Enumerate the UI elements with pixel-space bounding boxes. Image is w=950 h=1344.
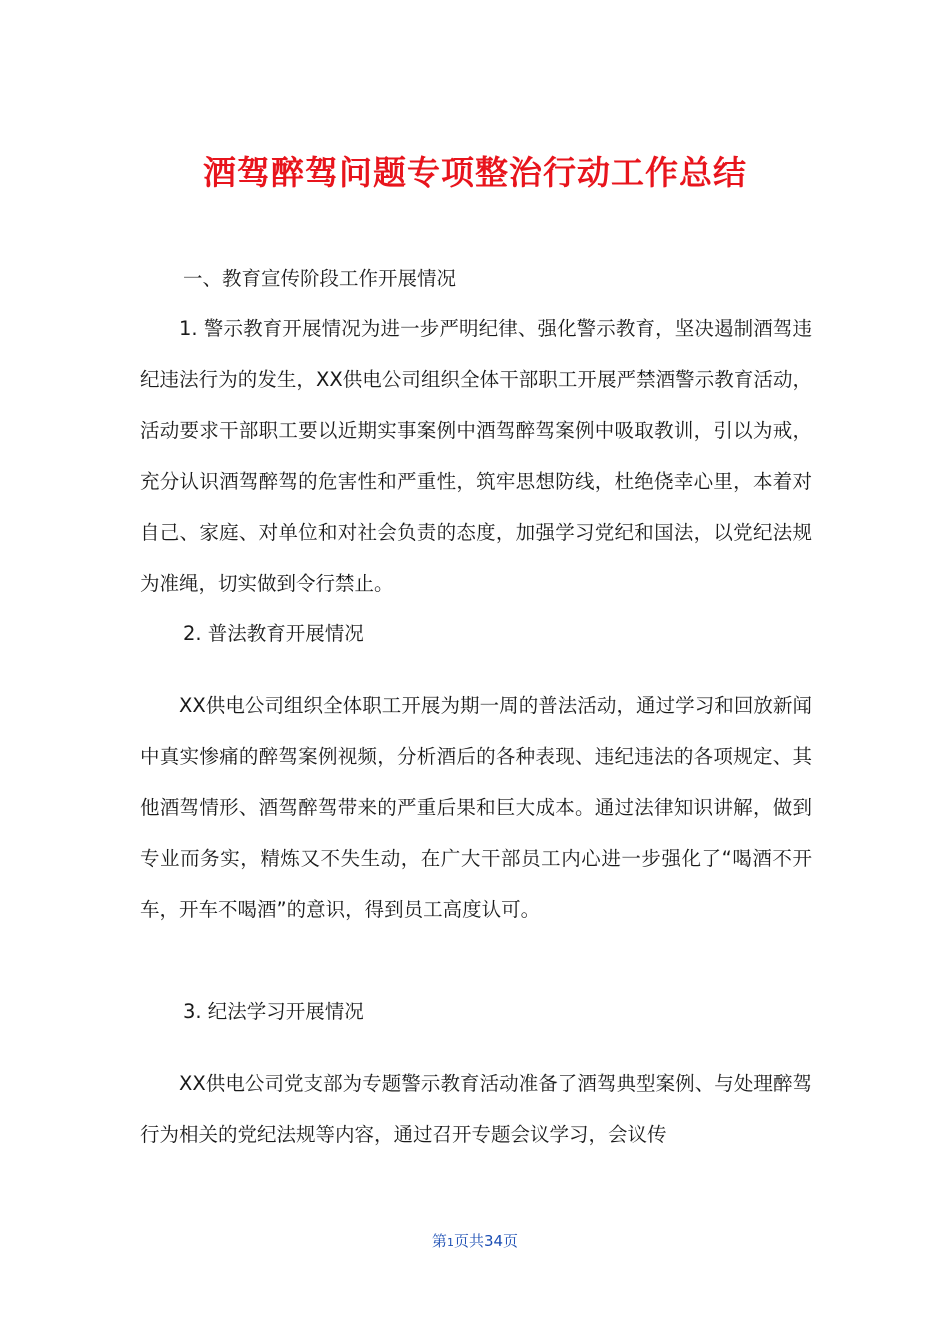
paragraph-item-3: XX供电公司党支部为专题警示教育活动准备了酒驾典型案例、与处理醉驾行为相关的党纪法规等内容，通过召开专题会议学习，会议传	[140, 1072, 812, 1146]
page-footer	[0, 1230, 950, 1254]
footer-page-number: 1	[446, 1236, 454, 1249]
document-title: 酒驾醉驾问题专项整治行动工作总结	[203, 153, 747, 193]
item-heading-2: 2. 普法教育开展情况	[183, 622, 364, 645]
footer-prefix: 第	[431, 1232, 447, 1250]
section-heading-1: 一、教育宣传阶段工作开展情况	[183, 267, 457, 290]
paragraph-item-2: XX供电公司组织全体职工开展为期一周的普法活动，通过学习和回放新闻中真实惨痛的醉驾案例视频，分析酒后的各种表现、违纪违法的各项规定、其他酒驾情形、酒驾醉驾带来的严重后果和巨大成本。通过法律知识讲解，做到专业而务实，精炼又不失生动，在广大干部员工内心进一步强化了“喝酒不开车，开车不喝酒”的意识，得到员工高度认可。	[140, 694, 812, 921]
paragraph-item-1: 1. 警示教育开展情况为进一步严明纪律、强化警示教育，坚决遏制酒驾违纪违法行为的发生，XX供电公司组织全体干部职工开展严禁酒警示教育活动，活动要求干部职工要以近期实事案例中酒驾醉驾案例中吸取教训，引以为戒，充分认识酒驾醉驾的危害性和严重性，筑牢思想防线，杜绝侥幸心里，本着对自己、家庭、对单位和对社会负责的态度，加强学习党纪和国法，以党纪法规为准绳，切实做到令行禁止。	[140, 317, 812, 595]
item-heading-3: 3. 纪法学习开展情况	[183, 1000, 364, 1023]
footer-middle: 页共	[453, 1232, 484, 1250]
footer-total-pages: 34	[483, 1232, 504, 1250]
footer-suffix: 页	[503, 1232, 519, 1250]
